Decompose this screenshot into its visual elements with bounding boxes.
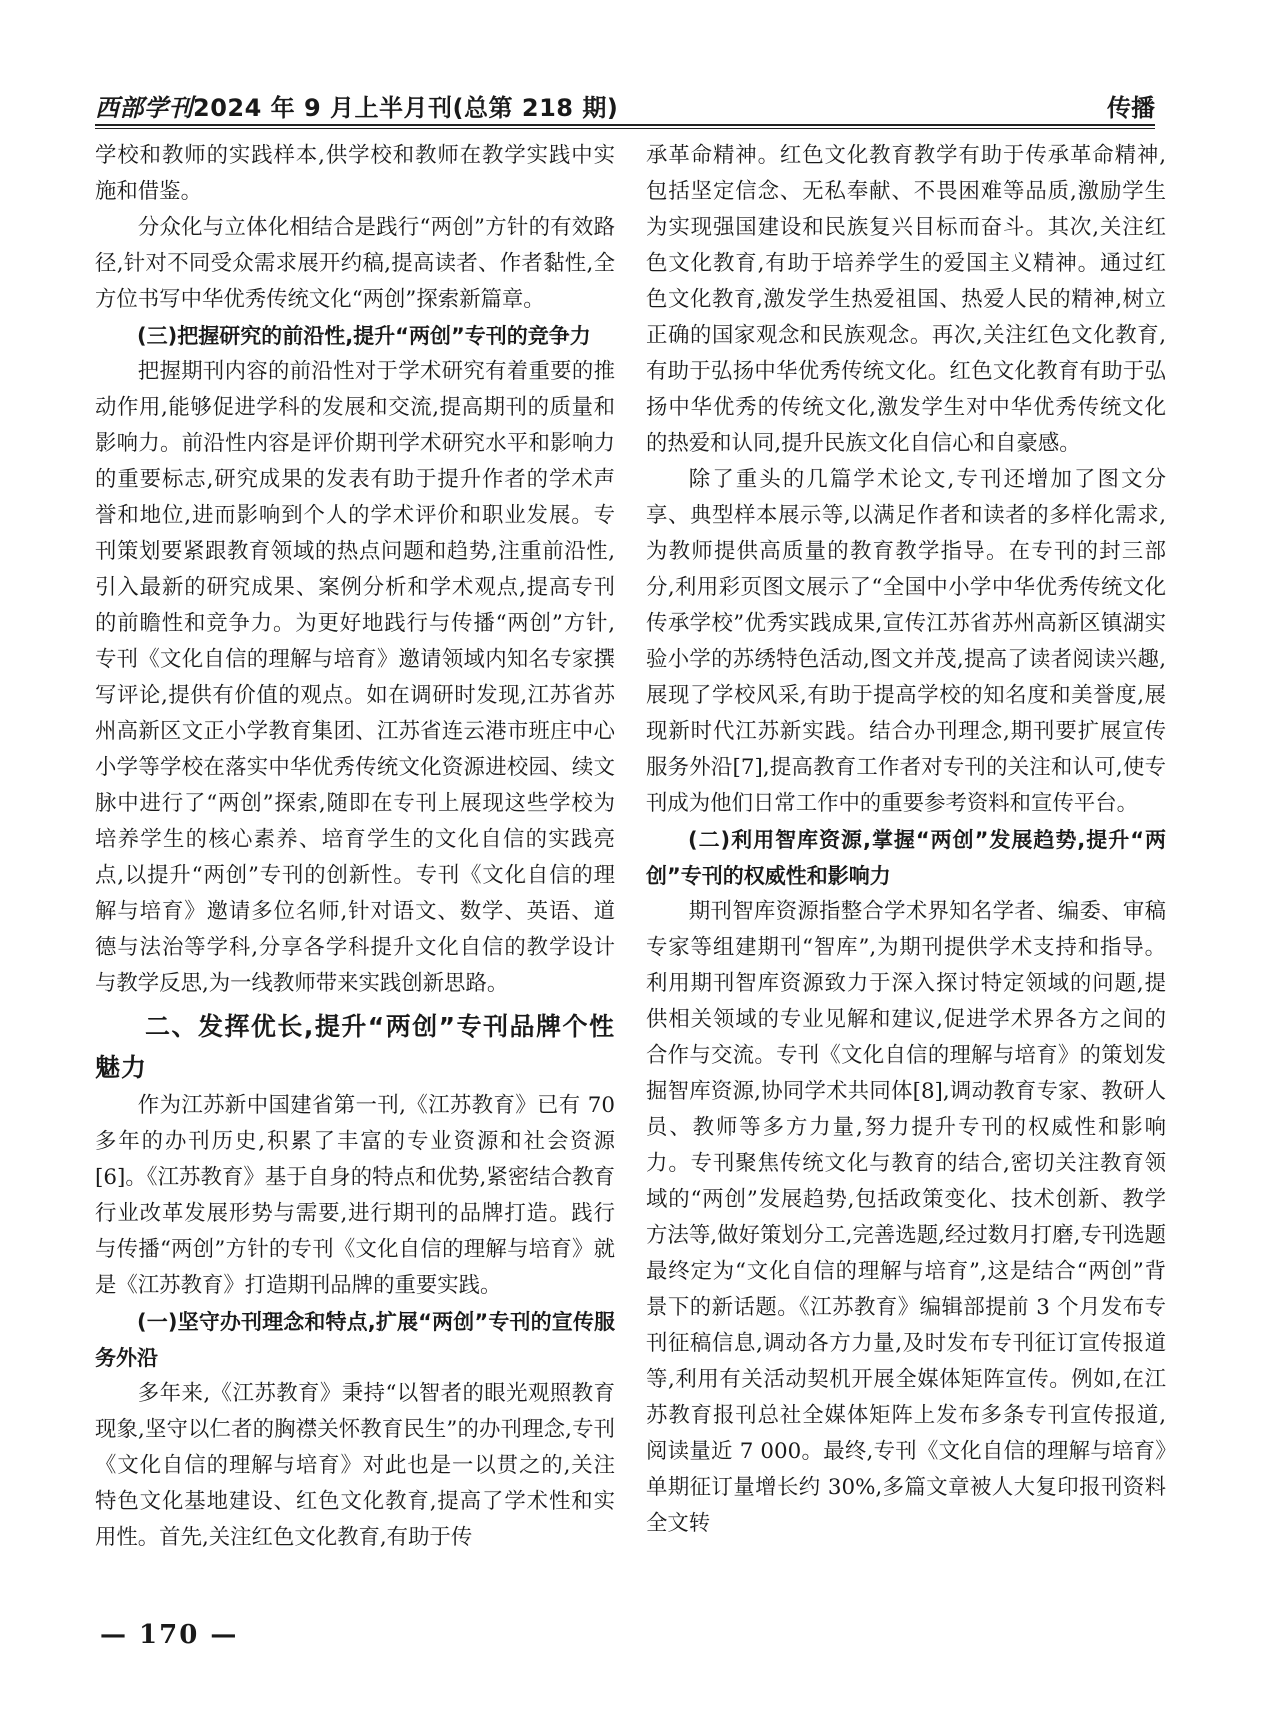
journal-logo: 西部学刊 [95,93,193,122]
right-column [646,138,1166,1542]
left-column [95,138,615,1556]
header-rule-thin [95,128,1155,129]
page-number: — 170 — [100,1620,239,1650]
paragraph: 除了重头的几篇学术论文,专刊还增加了图文分享、典型样本展示等,以满足作者和读者的多样化需求,为教师提供高质量的教育教学指导。在专刊的封三部分,利用彩页图文展示了“全国中小学中华优秀传统文化传承学校”优秀实践成果,宣传江苏省苏州高新区镇湖实验小学的苏绣特色活动,图文并茂,提高了读者阅读兴趣,展现了学校风采,有助于提高学校的知名度和美誉度,展现新时代江苏新实践。结合办刊理念,期刊要扩展宣传服务外沿[7],提高教育工作者对专刊的关注和认可,使专刊成为他们日常工作中的重要参考资料和宣传平台。 [646,467,1166,816]
subsection-heading: (二)利用智库资源,掌握“两创”发展趋势,提升“两创”专刊的权威性和影响力 [646,828,1166,888]
journal-masthead [95,88,618,123]
issue-info: 2024 年 9 月上半月刊(总第 218 期) [193,94,619,122]
paragraph: 把握期刊内容的前沿性对于学术研究有着重要的推动作用,能够促进学科的发展和交流,提高期刊的质量和影响力。前沿性内容是评价期刊学术研究水平和影响力的重要标志,研究成果的发表有助于提升作者的学术声誉和地位,进而影响到个人的学术评价和职业发展。专刊策划要紧跟教育领域的热点问题和趋势,注重前沿性,引入最新的研究成果、案例分析和学术观点,提高专刊的前瞻性和竞争力。为更好地践行与传播“两创”方针,专刊《文化自信的理解与培育》邀请领域内知名专家撰写评论,提供有价值的观点。如在调研时发现,江苏省苏州高新区文正小学教育集团、江苏省连云港市班庄中心小学等学校在落实中华优秀传统文化资源进校园、续文脉中进行了“两创”探索,随即在专刊上展现这些学校为培养学生的核心素养、培育学生的文化自信的实践亮点,以提升“两创”专刊的创新性。专刊《文化自信的理解与培育》邀请多位名师,针对语文、数学、英语、道德与法治等学科,分享各学科提升文化自信的教学设计与教学反思,为一线教师带来实践创新思路。 [95,359,615,996]
paragraph: 作为江苏新中国建省第一刊,《江苏教育》已有 70 多年的办刊历史,积累了丰富的专业资源和社会资源[6]。《江苏教育》基于自身的特点和优势,紧密结合教育行业改革发展形势与需要,进行期刊的品牌打造。践行与传播“两创”方针的专刊《文化自信的理解与培育》就是《江苏教育》打造期刊品牌的重要实践。 [95,1093,615,1298]
header-rule [95,124,1155,126]
paragraph: 多年来,《江苏教育》秉持“以智者的眼光观照教育现象,坚守以仁者的胸襟关怀教育民生”的办刊理念,专刊《文化自信的理解与培育》对此也是一以贯之的,关注特色文化基地建设、红色文化教育,提高了学术性和实用性。首先,关注红色文化教育,有助于传 [95,1381,615,1550]
section-label: 传播 [1107,94,1155,122]
subsection-heading: (三)把握研究的前沿性,提升“两创”专刊的竞争力 [137,324,591,348]
paragraph: 学校和教师的实践样本,供学校和教师在教学实践中实施和借鉴。 [95,143,615,204]
page-header [95,88,1155,122]
paragraph: 期刊智库资源指整合学术界知名学者、编委、审稿专家等组建期刊“智库”,为期刊提供学术支持和指导。利用期刊智库资源致力于深入探讨特定领域的问题,提供相关领域的专业见解和建议,促进学术界各方之间的合作与交流。专刊《文化自信的理解与培育》的策划发掘智库资源,协同学术共同体[8],调动教育专家、教研人员、教师等多方力量,努力提升专刊的权威性和影响力。专刊聚焦传统文化与教育的结合,密切关注教育领域的“两创”发展趋势,包括政策变化、技术创新、教学方法等,做好策划分工,完善选题,经过数月打磨,专刊选题最终定为“文化自信的理解与培育”,这是结合“两创”背景下的新话题。《江苏教育》编辑部提前 3 个月发布专刊征稿信息,调动各方力量,及时发布专刊征订宣传报道等,利用有关活动契机开展全媒体矩阵宣传。例如,在江苏教育报刊总社全媒体矩阵上发布多条专刊宣传报道,阅读量近 7 000。最终,专刊《文化自信的理解与培育》单期征订量增长约 30%,多篇文章被人大复印报刊资料全文转 [646,899,1166,1536]
section-heading: 二、发挥优长,提升“两创”专刊品牌个性魅力 [95,1012,615,1082]
paragraph: 承革命精神。红色文化教育教学有助于传承革命精神,包括坚定信念、无私奉献、不畏困难等品质,激励学生为实现强国建设和民族复兴目标而奋斗。其次,关注红色文化教育,有助于培养学生的爱国主义精神。通过红色文化教育,激发学生热爱祖国、热爱人民的精神,树立正确的国家观念和民族观念。再次,关注红色文化教育,有助于弘扬中华优秀传统文化。红色文化教育有助于弘扬中华优秀的传统文化,激发学生对中华优秀传统文化的热爱和认同,提升民族文化自信心和自豪感。 [646,143,1166,456]
subsection-heading: (一)坚守办刊理念和特点,扩展“两创”专刊的宣传服务外沿 [95,1310,615,1370]
paragraph: 分众化与立体化相结合是践行“两创”方针的有效路径,针对不同受众需求展开约稿,提高读者、作者黏性,全方位书写中华优秀传统文化“两创”探索新篇章。 [95,215,615,312]
